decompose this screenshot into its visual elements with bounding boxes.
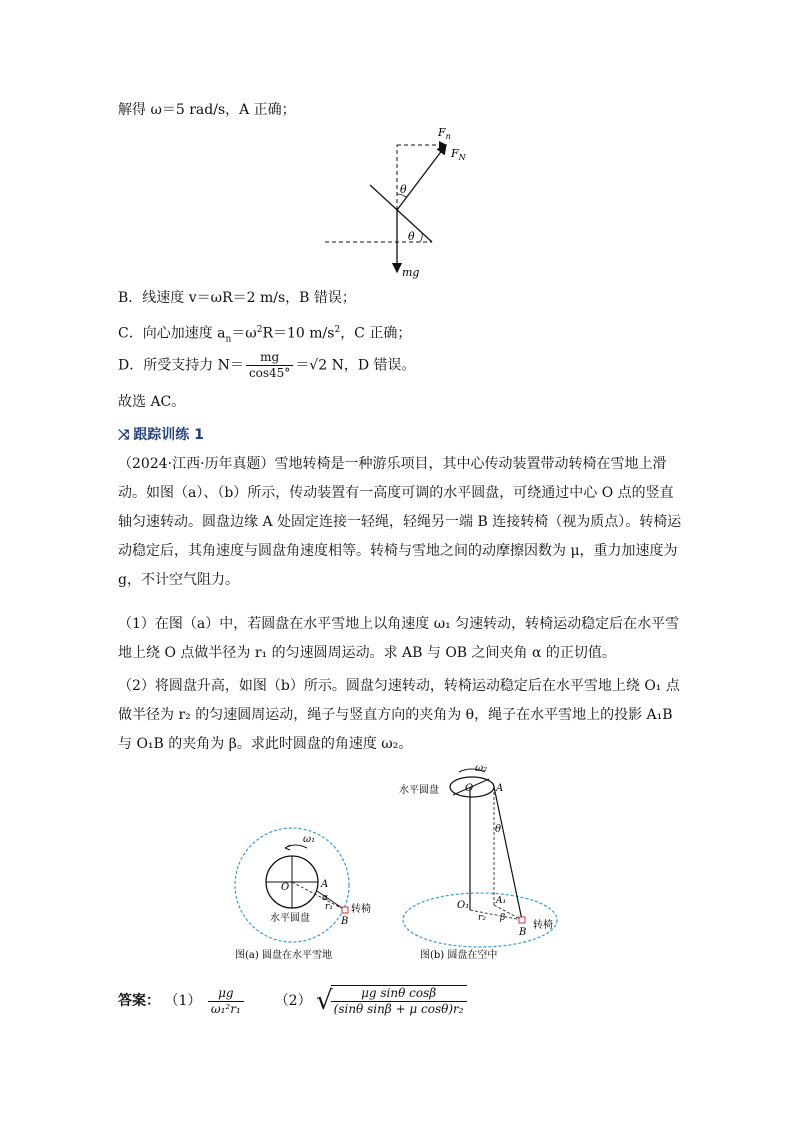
fig-b-A: A bbox=[496, 783, 504, 794]
fig-b-disk-label: 水平圆盘 bbox=[399, 785, 439, 796]
fn-label: $F_n$ bbox=[438, 126, 451, 141]
answer-part2-label: （2） bbox=[274, 993, 312, 1009]
fig-a-A: A bbox=[321, 879, 329, 890]
option-c: C．向心加速度 $a_n=\omega^2R=10$ $m/s^2$，C 正确； bbox=[118, 325, 412, 345]
fig-a-alpha: α bbox=[322, 893, 329, 903]
fig-b-theta: θ bbox=[495, 824, 502, 835]
fig-a-r1: r₁ bbox=[325, 902, 333, 912]
theta-bottom: θ bbox=[408, 230, 415, 243]
force-diagram bbox=[320, 122, 470, 282]
section-heading bbox=[118, 424, 204, 444]
problem-part1: （1）在图（a）中，若圆盘在水平雪地上以角速度 ω₁ 匀速转动，转椅运动稳定后在水平雪地上绕 O 点做半径为 r₁ 的匀速圆周运动。求 AB 与 OB 之间夹角 α 的正切值。 bbox=[118, 616, 680, 661]
fig-a-chair-label: 转椅 bbox=[351, 904, 371, 915]
theta-top: θ bbox=[400, 183, 407, 196]
mg-label: mg bbox=[402, 266, 420, 279]
fig-b-omega: ω₂ bbox=[475, 763, 488, 774]
fig-b-caption: 图(b) 圆盘在空中 bbox=[420, 950, 498, 961]
fig-a-O: O bbox=[281, 882, 290, 893]
option-b: B．线速度 v＝ωR＝2 m/s，B 错误； bbox=[118, 290, 356, 306]
fraction-mg-cos45: $\frac{mg}{\cos 45^\circ}$ bbox=[246, 350, 293, 381]
fig-b-beta: β bbox=[500, 913, 506, 923]
conclusion: 故选 AC。 bbox=[118, 394, 186, 410]
fN-label: $F_N$ bbox=[451, 147, 466, 162]
problem-intro: （2024·江西·历年真题）雪地转椅是一种游乐项目，其中心传动装置带动转椅在雪地上滑动。如图（a）、（b）所示，传动装置有一高度可调的水平圆盘，可绕通过中心 O 点的竖直轴匀速转动。圆盘边缘 A 处固定连接一轻绳，轻绳另一端 B 连接转椅（视为质点）。转椅运动稳定后，其角速度与圆盘角速度相等。转椅与雪地之间的动摩擦因数为 μ，重力加速度为 g，不计空气阻力。 bbox=[118, 456, 682, 588]
fig-a-omega: ω₁ bbox=[303, 834, 316, 845]
figure-a bbox=[225, 820, 371, 965]
shuffle-icon: ⤨ bbox=[118, 427, 130, 443]
answer-1-fraction: $\frac{\mu g}{\text{ω₁²r₁}}$ bbox=[208, 986, 244, 1017]
option-d: D．所受支持力 N＝ $\frac{mg}{\cos 45^\circ}$ ＝√2 N，D 错误。 bbox=[118, 350, 416, 380]
fig-a-disk-label: 水平圆盘 bbox=[270, 913, 310, 924]
heading-text: 跟踪训练 1 bbox=[133, 427, 204, 443]
fig-b-O: O bbox=[465, 783, 474, 794]
fig-a-B: B bbox=[341, 916, 349, 927]
fig-a-caption: 图(a) 圆盘在水平雪地 bbox=[235, 950, 332, 961]
answer-2-sqrt: √ $\frac{\text{μg sinθ cosβ}}{\text{(sinθ sinβ + μ cosθ)r₂}}$ bbox=[316, 985, 469, 1017]
fig-b-B: B bbox=[519, 927, 527, 938]
fig-b-A1: A₁ bbox=[496, 896, 507, 906]
fig-b-chair-label: 转椅 bbox=[533, 920, 553, 931]
figure-b bbox=[395, 760, 570, 965]
answer-part1-label: （1） bbox=[164, 993, 202, 1009]
answer-line bbox=[118, 985, 469, 1017]
problem-part2: （2）将圆盘升高，如图（b）所示。圆盘匀速转动，转椅运动稳定后在水平雪地上绕 O₁ 点做半径为 r₂ 的匀速圆周运动，绳子与竖直方向的夹角为 θ，绳子在水平雪地上的投影 A₁B 与 O₁B 的夹角为 β。求此时圆盘的角速度 ω₂。 bbox=[118, 678, 680, 752]
fig-b-r2: r₂ bbox=[478, 913, 486, 923]
answer-label: 答案： bbox=[118, 993, 160, 1009]
fig-b-O1: O₁ bbox=[457, 900, 470, 911]
solution-line-1: 解得 ω＝5 rad/s，A 正确； bbox=[118, 102, 296, 118]
